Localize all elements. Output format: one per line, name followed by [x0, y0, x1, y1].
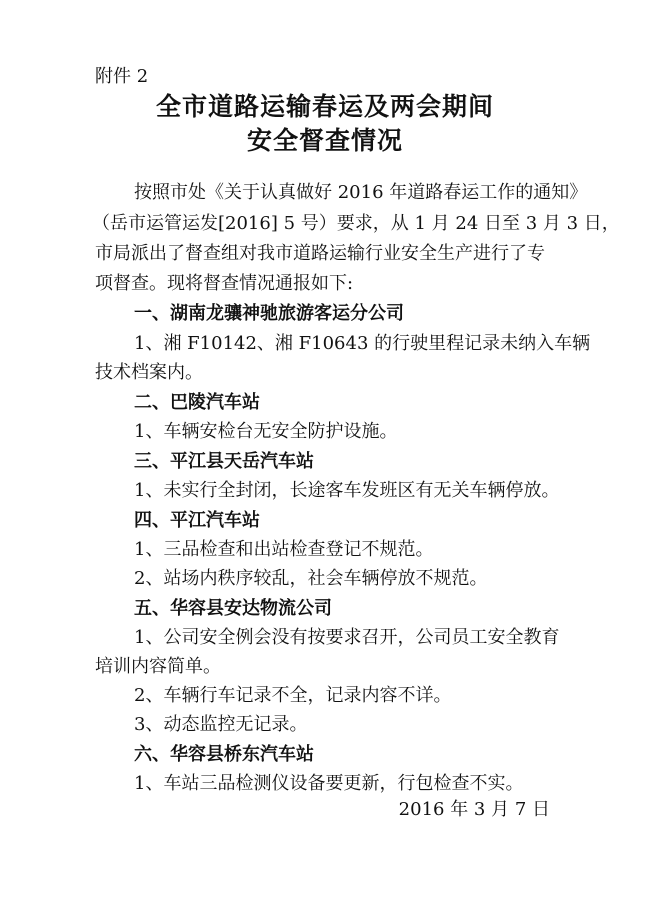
document-title-line-2: 安全督查情况 [246, 126, 403, 155]
section-4-heading: 四、平江汽车站 [134, 510, 260, 531]
section-5-item-2: 2、车辆行车记录不全，记录内容不详。 [134, 685, 452, 706]
section-6-item-1: 1、车站三品检测仪设备要更新，行包检查不实。 [134, 773, 524, 794]
section-1-heading: 一、湖南龙骧神驰旅游客运分公司 [134, 303, 404, 324]
section-5-item-1-line-2: 培训内容简单。 [95, 656, 221, 677]
document-date: 2016 年 3 月 7 日 [398, 799, 550, 820]
section-5-item-3: 3、动态监控无记录。 [134, 714, 308, 735]
section-6-heading: 六、华容县桥东汽车站 [134, 744, 314, 765]
section-4-item-2: 2、站场内秩序较乱，社会车辆停放不规范。 [134, 568, 488, 589]
intro-line-1: 按照市处《关于认真做好 2016 年道路春运工作的通知》 [134, 182, 588, 203]
intro-line-2: （岳市运管运发[2016] 5 号）要求，从 1 月 24 日至 3 月 3 日， [92, 213, 620, 234]
section-4-item-1: 1、三品检查和出站检查登记不规范。 [134, 539, 434, 560]
intro-line-4: 项督查。现将督查情况通报如下: [95, 273, 354, 294]
section-1-item-1-line-2: 技术档案内。 [95, 362, 203, 383]
section-1-item-1-line-1: 1、湘 F10142、湘 F10643 的行驶里程记录未纳入车辆 [134, 333, 591, 354]
section-5-heading: 五、华容县安达物流公司 [134, 598, 332, 619]
section-5-item-1-line-1: 1、公司安全例会没有按要求召开，公司员工安全教育 [134, 627, 560, 648]
attachment-label: 附件 2 [95, 66, 149, 87]
intro-line-3: 市局派出了督查组对我市道路运输行业安全生产进行了专 [95, 243, 545, 264]
section-3-heading: 三、平江县天岳汽车站 [134, 451, 314, 472]
section-2-heading: 二、巴陵汽车站 [134, 392, 260, 413]
section-3-item-1: 1、未实行全封闭，长途客车发班区有无关车辆停放。 [134, 480, 560, 501]
document-title-line-1: 全市道路运输春运及两会期间 [155, 92, 494, 121]
section-2-item-1: 1、车辆安检台无安全防护设施。 [134, 421, 398, 442]
